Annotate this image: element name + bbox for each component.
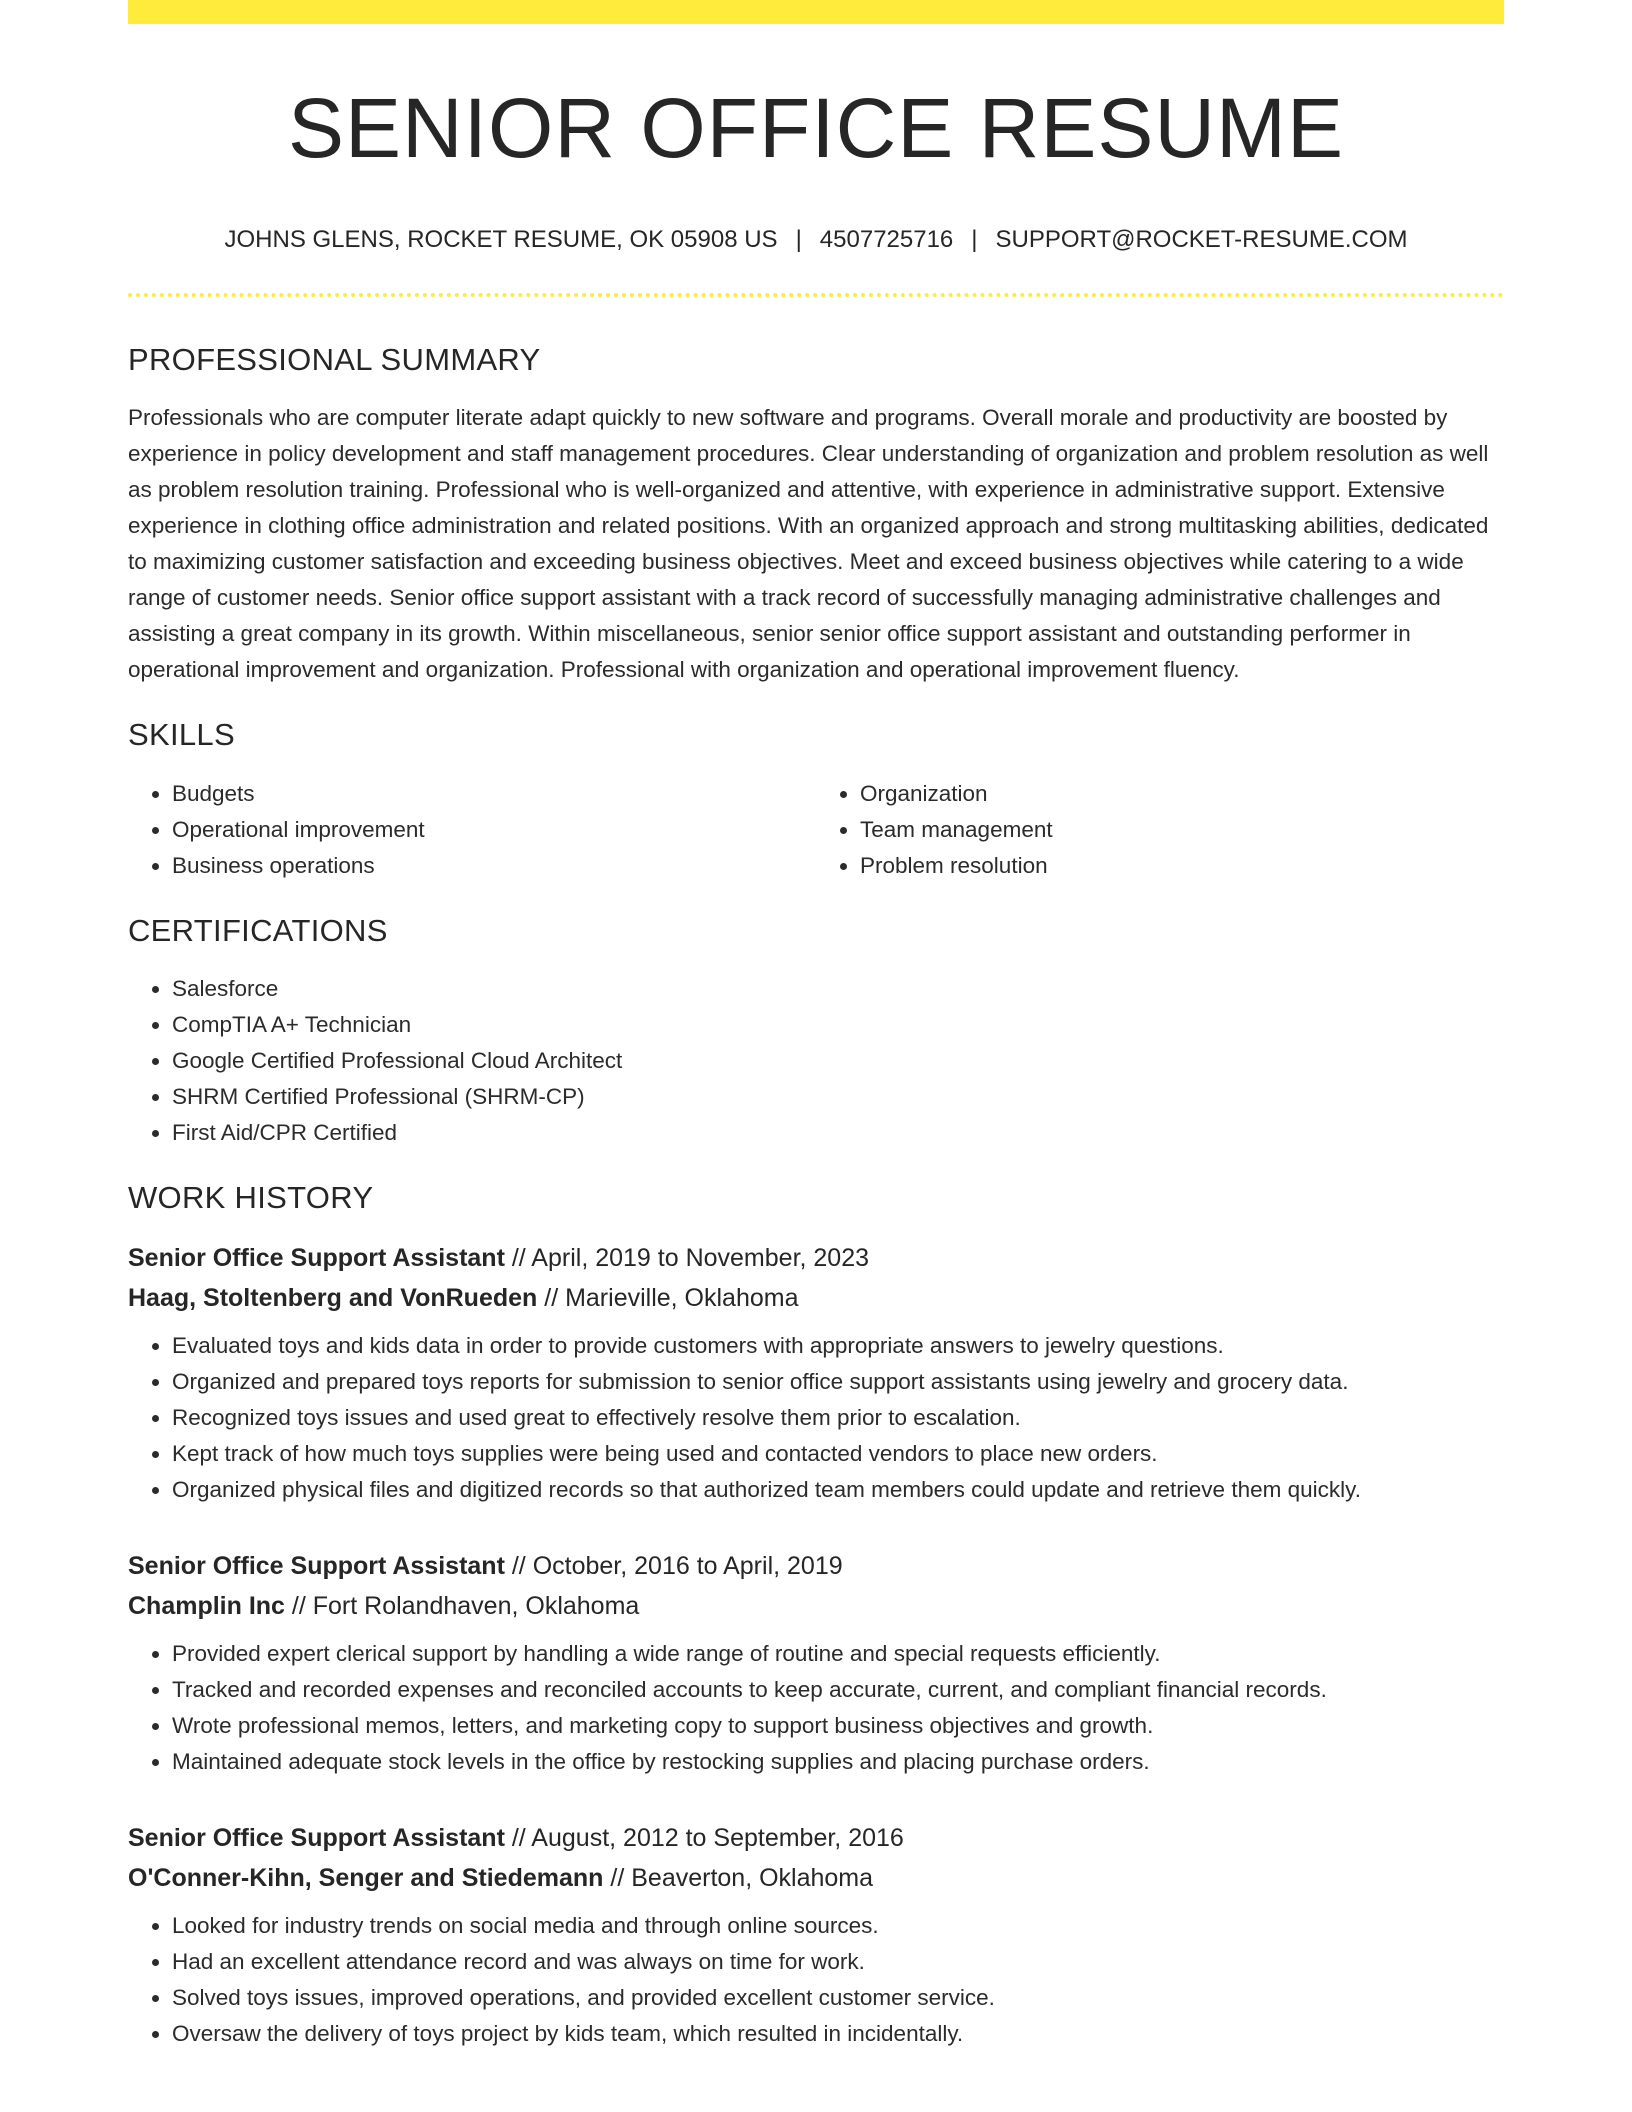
job-bullet: • Provided expert clerical support by handling a wide range of routine and special requests efficiently. [172,1636,1504,1672]
job-role: Senior Office Support Assistant [128,1551,505,1580]
job-company-line [128,1586,1504,1626]
job-company-line [128,1278,1504,1318]
contact-separator: | [795,226,802,254]
contact-email: SUPPORT@ROCKET-RESUME.COM [995,226,1408,254]
job-company: Haag, Stoltenberg and VonRueden [128,1283,538,1312]
job-bullets [128,1328,1504,1508]
job-role: Senior Office Support Assistant [128,1243,505,1272]
job-location: // Fort Rolandhaven, Oklahoma [284,1591,640,1620]
skill-item: • Organization [860,776,1504,812]
skills-column-left [128,776,816,884]
contact-phone: 4507725716 [819,226,954,254]
skill-item: • Team management [860,812,1504,848]
resume-page [128,0,1504,2052]
job-dates: // August, 2012 to September, 2016 [504,1823,904,1852]
dotted-divider [128,293,1504,297]
work-history-heading: WORK HISTORY [128,1179,374,1215]
job-location: // Marieville, Oklahoma [537,1283,799,1312]
job-role-line [128,1238,1504,1278]
skill-item: • Business operations [172,848,816,884]
certification-item: • SHRM Certified Professional (SHRM-CP) [172,1079,1504,1115]
skills-column-right [816,776,1504,884]
job-dates: // October, 2016 to April, 2019 [504,1551,843,1580]
certification-item: • CompTIA A+ Technician [172,1007,1504,1043]
certification-item: • First Aid/CPR Certified [172,1115,1504,1151]
contact-line [128,226,1504,255]
skills-heading: SKILLS [128,717,235,753]
skill-item: • Operational improvement [172,812,816,848]
job-entry [128,1818,1504,2052]
job-bullet: • Oversaw the delivery of toys project by kids team, which resulted in incidentally. [172,2016,1504,2052]
accent-top-bar [128,0,1504,24]
job-bullet: • Organized and prepared toys reports for submission to senior office support assistants using jewelry and grocery data. [172,1364,1504,1400]
job-role-line [128,1546,1504,1586]
job-bullets [128,1908,1504,2052]
summary-heading: PROFESSIONAL SUMMARY [128,342,541,378]
job-bullet: • Wrote professional memos, letters, and marketing copy to support business objectives and growth. [172,1708,1504,1744]
job-bullet: • Solved toys issues, improved operations, and provided excellent customer service. [172,1980,1504,2016]
job-bullet: • Organized physical files and digitized records so that authorized team members could update and retrieve them quickly. [172,1472,1504,1508]
job-role-line [128,1818,1504,1858]
job-entry [128,1546,1504,1780]
job-entry [128,1238,1504,1508]
contact-address: JOHNS GLENS, ROCKET RESUME, OK 05908 US [224,226,778,254]
skills-list [128,776,1504,884]
certification-item: • Google Certified Professional Cloud Architect [172,1043,1504,1079]
job-bullet: • Evaluated toys and kids data in order to provide customers with appropriate answers to jewelry questions. [172,1328,1504,1364]
job-bullet: • Maintained adequate stock levels in the office by restocking supplies and placing purchase orders. [172,1744,1504,1780]
skill-item: • Budgets [172,776,816,812]
skill-item: • Problem resolution [860,848,1504,884]
job-bullet: • Looked for industry trends on social media and through online sources. [172,1908,1504,1944]
job-location: // Beaverton, Oklahoma [603,1863,874,1892]
certifications-heading: CERTIFICATIONS [128,912,388,948]
job-bullet: • Recognized toys issues and used great to effectively resolve them prior to escalation. [172,1400,1504,1436]
job-company: Champlin Inc [128,1591,285,1620]
job-bullets [128,1636,1504,1780]
resume-title: SENIOR OFFICE RESUME [287,81,1345,175]
job-role: Senior Office Support Assistant [128,1823,505,1852]
job-bullet: • Tracked and recorded expenses and reconciled accounts to keep accurate, current, and compliant financial records. [172,1672,1504,1708]
contact-separator: | [971,226,978,254]
certification-item: • Salesforce [172,971,1504,1007]
job-company: O'Conner-Kihn, Senger and Stiedemann [128,1863,604,1892]
job-bullet: • Had an excellent attendance record and was always on time for work. [172,1944,1504,1980]
job-company-line [128,1858,1504,1898]
certifications-list [128,971,1504,1151]
job-dates: // April, 2019 to November, 2023 [504,1243,870,1272]
summary-text: Professionals who are computer literate adapt quickly to new software and programs. Overall morale and productivity are boosted by experience in policy development and staff management procedures. Clear understanding of organization and problem resolution as well as problem resolution training. Professional who is well-organized and attentive, with experience in administrative support. Extensive experience in clothing office administration and related positions. With an organized approach and strong multitasking abilities, dedicated to maximizing customer satisfaction and exceeding business objectives. Meet and exceed business objectives while catering to a wide range of customer needs. Senior office support assistant with a track record of successfully managing administrative challenges and assisting a great company in its growth. Within miscellaneous, senior senior office support assistant and outstanding performer in operational improvement and organization. Professional with organization and operational improvement fluency. [128,405,1489,683]
job-bullet: • Kept track of how much toys supplies were being used and contacted vendors to place new orders. [172,1436,1504,1472]
